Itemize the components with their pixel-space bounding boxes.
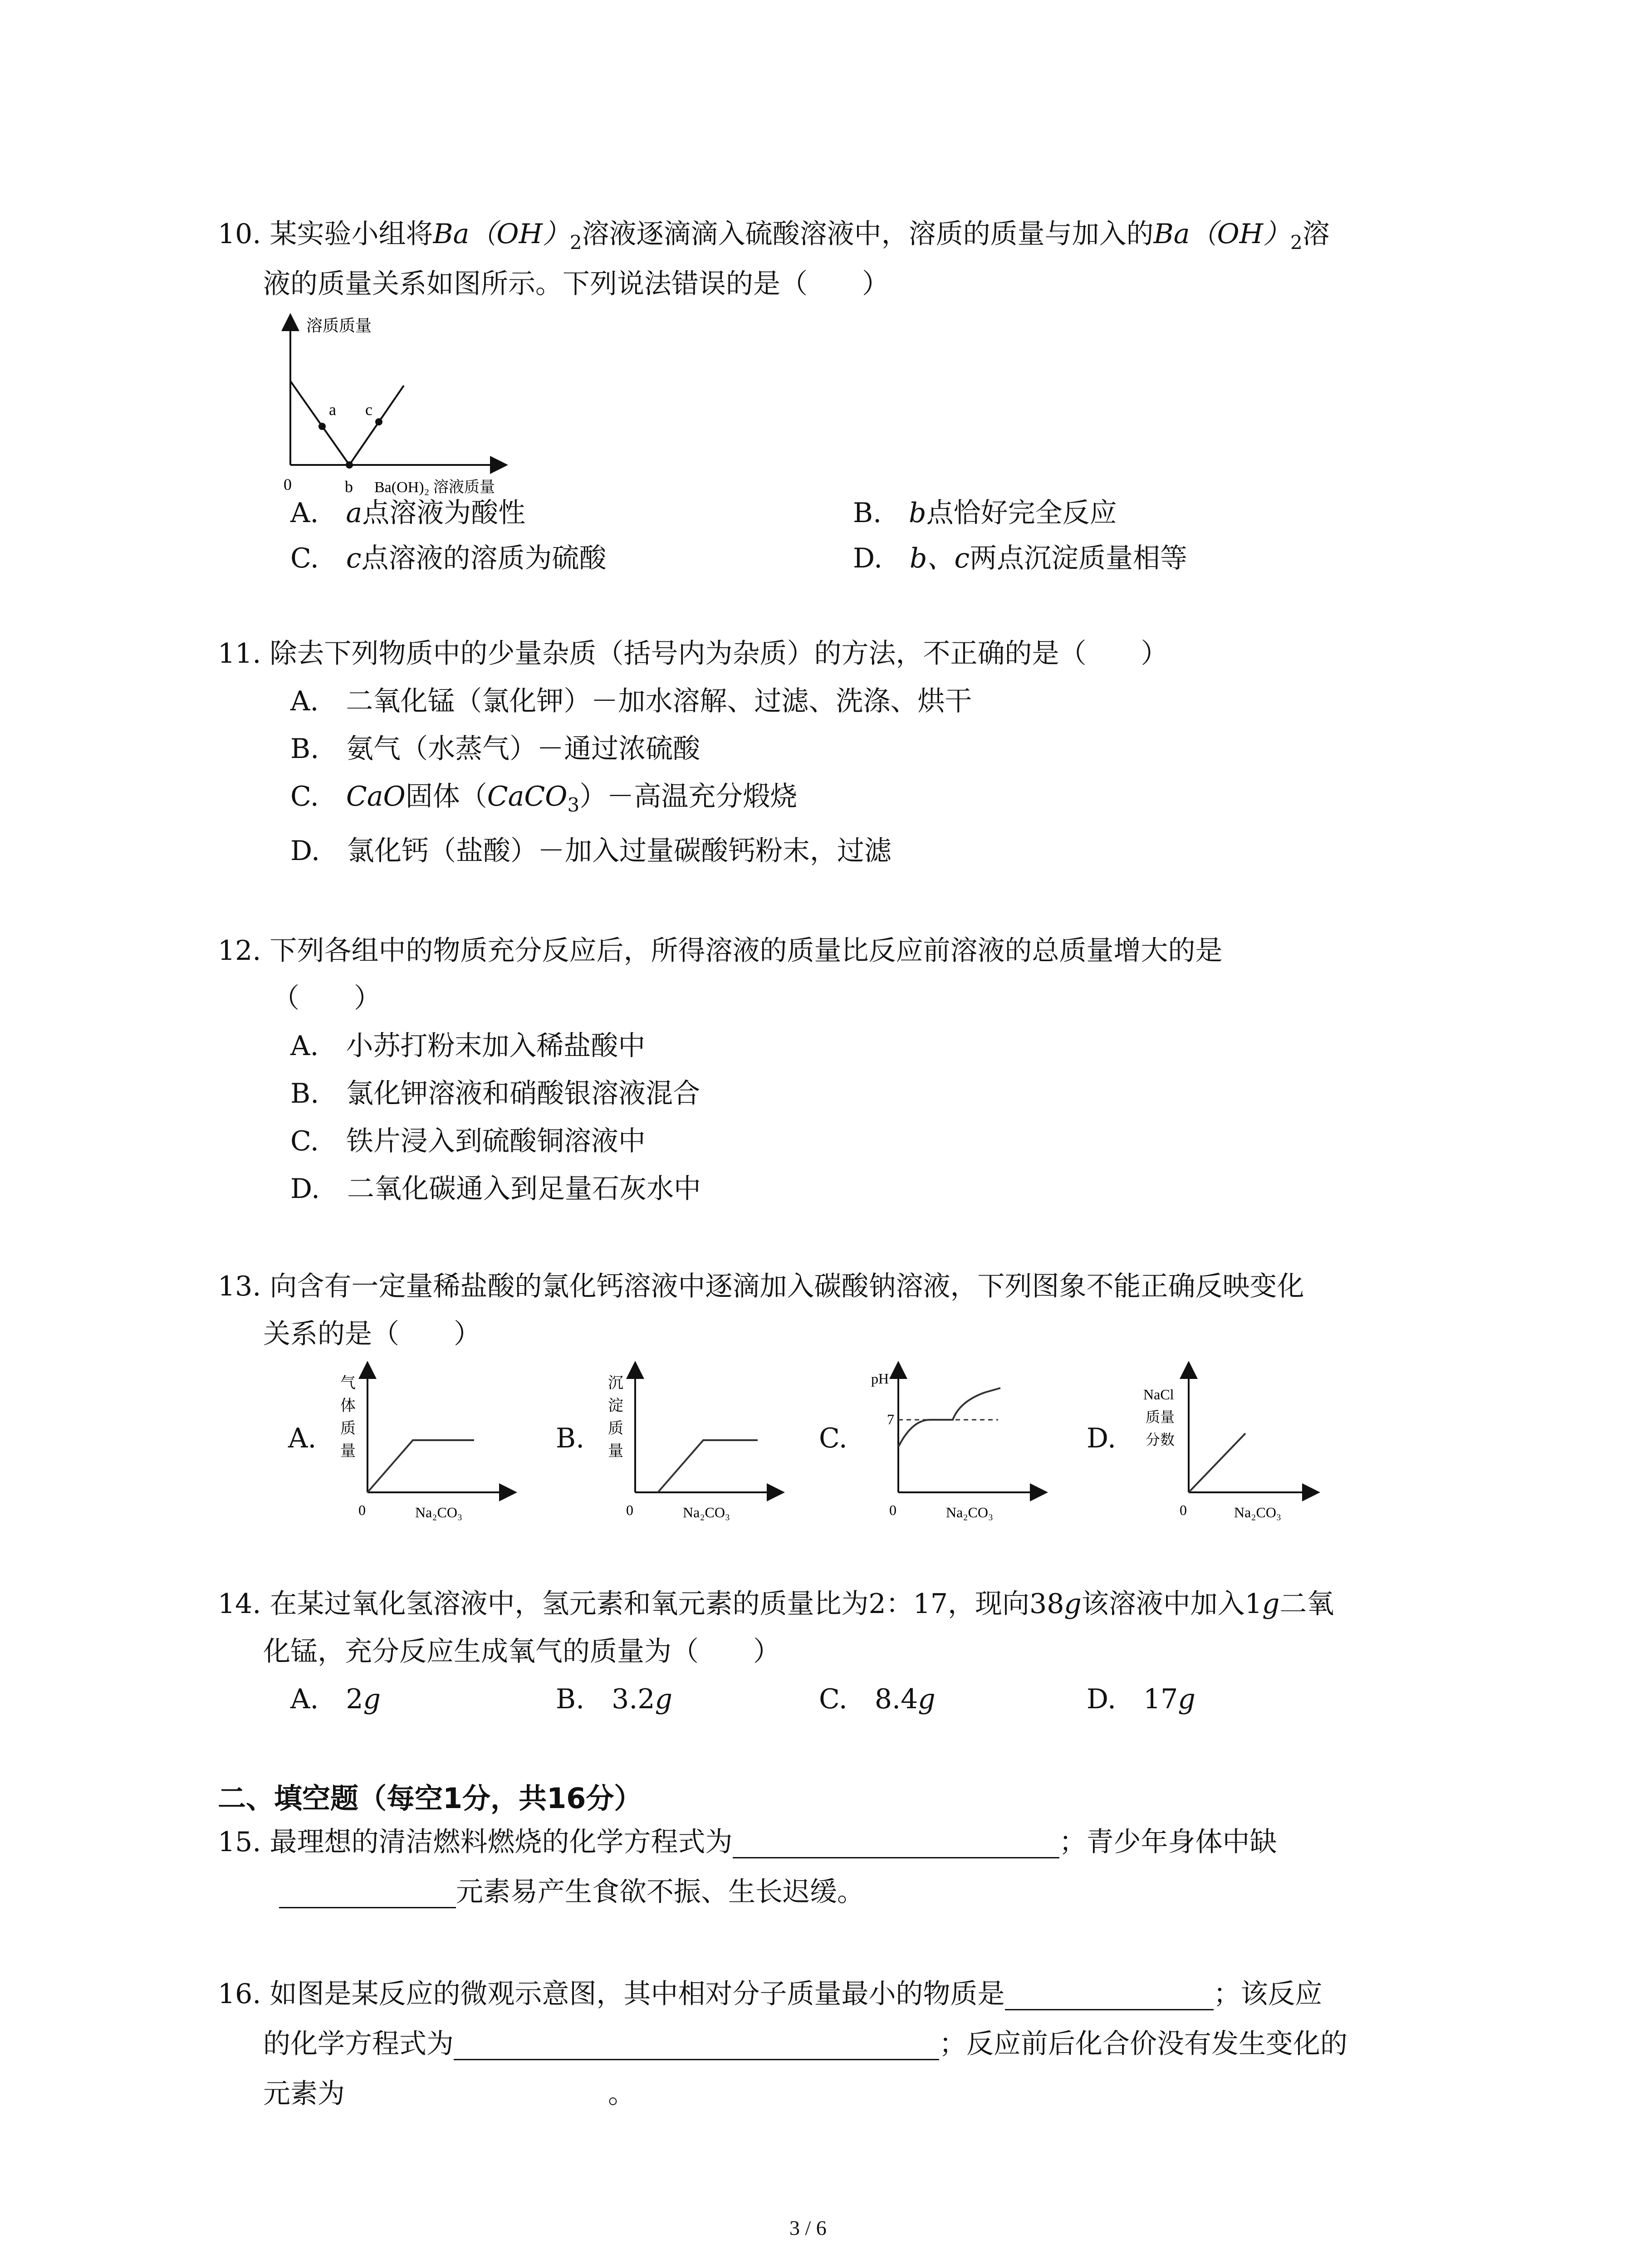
q13-graph-c xyxy=(862,1361,1053,1529)
q13-graph-b xyxy=(599,1361,789,1529)
q10-option-d[interactable]: D. b、c两点沉淀质量相等 xyxy=(853,543,1188,574)
q12-stem: 12. 下列各组中的物质充分反应后，所得溶液的质量比反应前溶液的总质量增大的是 xyxy=(218,935,1223,967)
section-title-fill-in: 二、填空题（每空1分，共16分） xyxy=(218,1782,642,1815)
q13-c-curve xyxy=(898,1388,1000,1447)
svg-text:量: 量 xyxy=(340,1442,356,1460)
q12-option-d[interactable]: D. 二氧化碳通入到足量石灰水中 xyxy=(290,1173,701,1205)
q16-blank-1[interactable] xyxy=(1005,1986,1214,2010)
q10-option-c[interactable]: C. c点溶液的溶质为硫酸 xyxy=(290,543,607,574)
q13-option-d-label[interactable]: D. xyxy=(1087,1422,1117,1454)
svg-text:NaCl: NaCl xyxy=(1143,1386,1174,1403)
q16-blank-3[interactable] xyxy=(345,2086,608,2110)
svg-text:pH: pH xyxy=(871,1370,889,1387)
q15-blank-1[interactable] xyxy=(733,1834,1059,1858)
q10-label-c: c xyxy=(365,401,372,419)
q10-graph xyxy=(272,313,554,499)
q13-line1: 13. 向含有一定量稀盐酸的氯化钙溶液中逐滴加入碳酸钠溶液，下列图象不能正确反映变化 xyxy=(218,1271,1304,1302)
q12-option-b[interactable]: B. 氯化钾溶液和硝酸银溶液混合 xyxy=(290,1078,700,1110)
q12-option-c[interactable]: C. 铁片浸入到硫酸铜溶液中 xyxy=(290,1125,646,1157)
q16-line3: 元素为 。 xyxy=(263,2078,635,2110)
q10-line1: 10. 某实验小组将$Ba(OH)_2$溶液逐滴滴入硫酸溶液中，溶质的质量与加入的$Ba(OH)_2$溶 xyxy=(218,218,1330,254)
q10-label-a: a xyxy=(329,401,336,419)
q13-option-c-label[interactable]: C. xyxy=(819,1422,847,1454)
q10-xlabel: Ba(OH)₂ 溶液质量 xyxy=(374,479,495,496)
svg-text:气: 气 xyxy=(340,1374,356,1392)
q13-line2: 关系的是（ ） xyxy=(263,1318,481,1350)
svg-text:淀: 淀 xyxy=(608,1397,623,1415)
svg-text:Na₂CO₃: Na₂CO₃ xyxy=(1234,1504,1282,1520)
q13-graph-d xyxy=(1130,1361,1320,1529)
q14-line2: 化锰，充分反应生成氧气的质量为（ ） xyxy=(263,1636,780,1667)
svg-text:体: 体 xyxy=(340,1397,356,1415)
svg-text:7: 7 xyxy=(887,1411,894,1427)
svg-text:0: 0 xyxy=(626,1502,633,1518)
svg-text:Na₂CO₃: Na₂CO₃ xyxy=(683,1504,730,1520)
q14-option-c[interactable]: C. 8.4g xyxy=(819,1683,936,1715)
q10-line2: 液的质量关系如图所示。下列说法错误的是（ ） xyxy=(263,268,889,300)
q12-paren: （ ） xyxy=(272,982,381,1014)
q10-point-c xyxy=(375,418,382,425)
q14-option-a[interactable]: A. 2g xyxy=(290,1683,381,1715)
svg-text:质量: 质量 xyxy=(1146,1408,1175,1426)
page-number: 3 / 6 xyxy=(789,2216,827,2239)
q10-option-b[interactable]: B. b点恰好完全反应 xyxy=(853,497,1117,529)
q14-line1: 14. 在某过氧化氢溶液中，氢元素和氧元素的质量比为2：17，现向38g该溶液中加入1g二氧 xyxy=(218,1588,1334,1620)
q11-option-a[interactable]: A. 二氧化锰（氯化钾）－加水溶解、过滤、洗涤、烘干 xyxy=(290,685,972,717)
q14-option-d[interactable]: D. 17g xyxy=(1087,1683,1195,1715)
q15-line2: 元素易产生食欲不振、生长迟缓。 xyxy=(279,1876,864,1908)
q13-option-b-label[interactable]: B. xyxy=(556,1422,585,1454)
q10-label-b: b xyxy=(345,478,353,496)
svg-text:Na₂CO₃: Na₂CO₃ xyxy=(946,1504,994,1520)
q16-line2: 的化学方程式为 ；反应前后化合价没有发生变化的 xyxy=(263,2028,1347,2060)
svg-text:分数: 分数 xyxy=(1146,1431,1175,1448)
q11-stem: 11. 除去下列物质中的少量杂质（括号内为杂质）的方法，不正确的是（ ） xyxy=(218,638,1168,670)
svg-text:质: 质 xyxy=(608,1419,623,1437)
q13-d-curve xyxy=(1189,1433,1245,1492)
q13-b-curve xyxy=(658,1440,758,1492)
q10-option-a[interactable]: A. a点溶液为酸性 xyxy=(290,497,526,529)
q16-blank-2[interactable] xyxy=(454,2036,939,2060)
svg-text:0: 0 xyxy=(358,1502,366,1518)
q10-number: 10. xyxy=(218,218,261,250)
svg-text:0: 0 xyxy=(889,1502,896,1518)
svg-text:Na₂CO₃: Na₂CO₃ xyxy=(415,1504,463,1520)
svg-text:沉: 沉 xyxy=(608,1374,623,1392)
q11-option-d[interactable]: D. 氯化钙（盐酸）－加入过量碳酸钙粉末，过滤 xyxy=(290,835,892,867)
q13-a-curve xyxy=(367,1440,474,1492)
q11-option-b[interactable]: B. 氨气（水蒸气）－通过浓硫酸 xyxy=(290,733,700,765)
q10-ylabel: 溶质质量 xyxy=(306,317,372,335)
q12-option-a[interactable]: A. 小苏打粉末加入稀盐酸中 xyxy=(290,1030,646,1062)
q16-line1: 16. 如图是某反应的微观示意图，其中相对分子质量最小的物质是 ；该反应 xyxy=(218,1978,1323,2010)
svg-text:质: 质 xyxy=(340,1419,356,1437)
q10-origin: 0 xyxy=(284,475,292,494)
q13-option-a-label[interactable]: A. xyxy=(288,1422,317,1454)
q10-point-a xyxy=(318,423,326,430)
q14-option-b[interactable]: B. 3.2g xyxy=(556,1683,673,1715)
q10-curve xyxy=(290,381,404,465)
svg-text:0: 0 xyxy=(1180,1502,1187,1518)
q11-option-c[interactable]: C. CaO固体（CaCO$_3$）－高温充分煅烧 xyxy=(290,781,798,816)
svg-text:量: 量 xyxy=(608,1442,623,1460)
q15-line1: 15. 最理想的清洁燃料燃烧的化学方程式为 ；青少年身体中缺 xyxy=(218,1826,1277,1858)
q15-blank-2[interactable] xyxy=(279,1884,456,1908)
q10-point-b xyxy=(346,461,353,469)
q13-graph-a xyxy=(331,1361,522,1529)
